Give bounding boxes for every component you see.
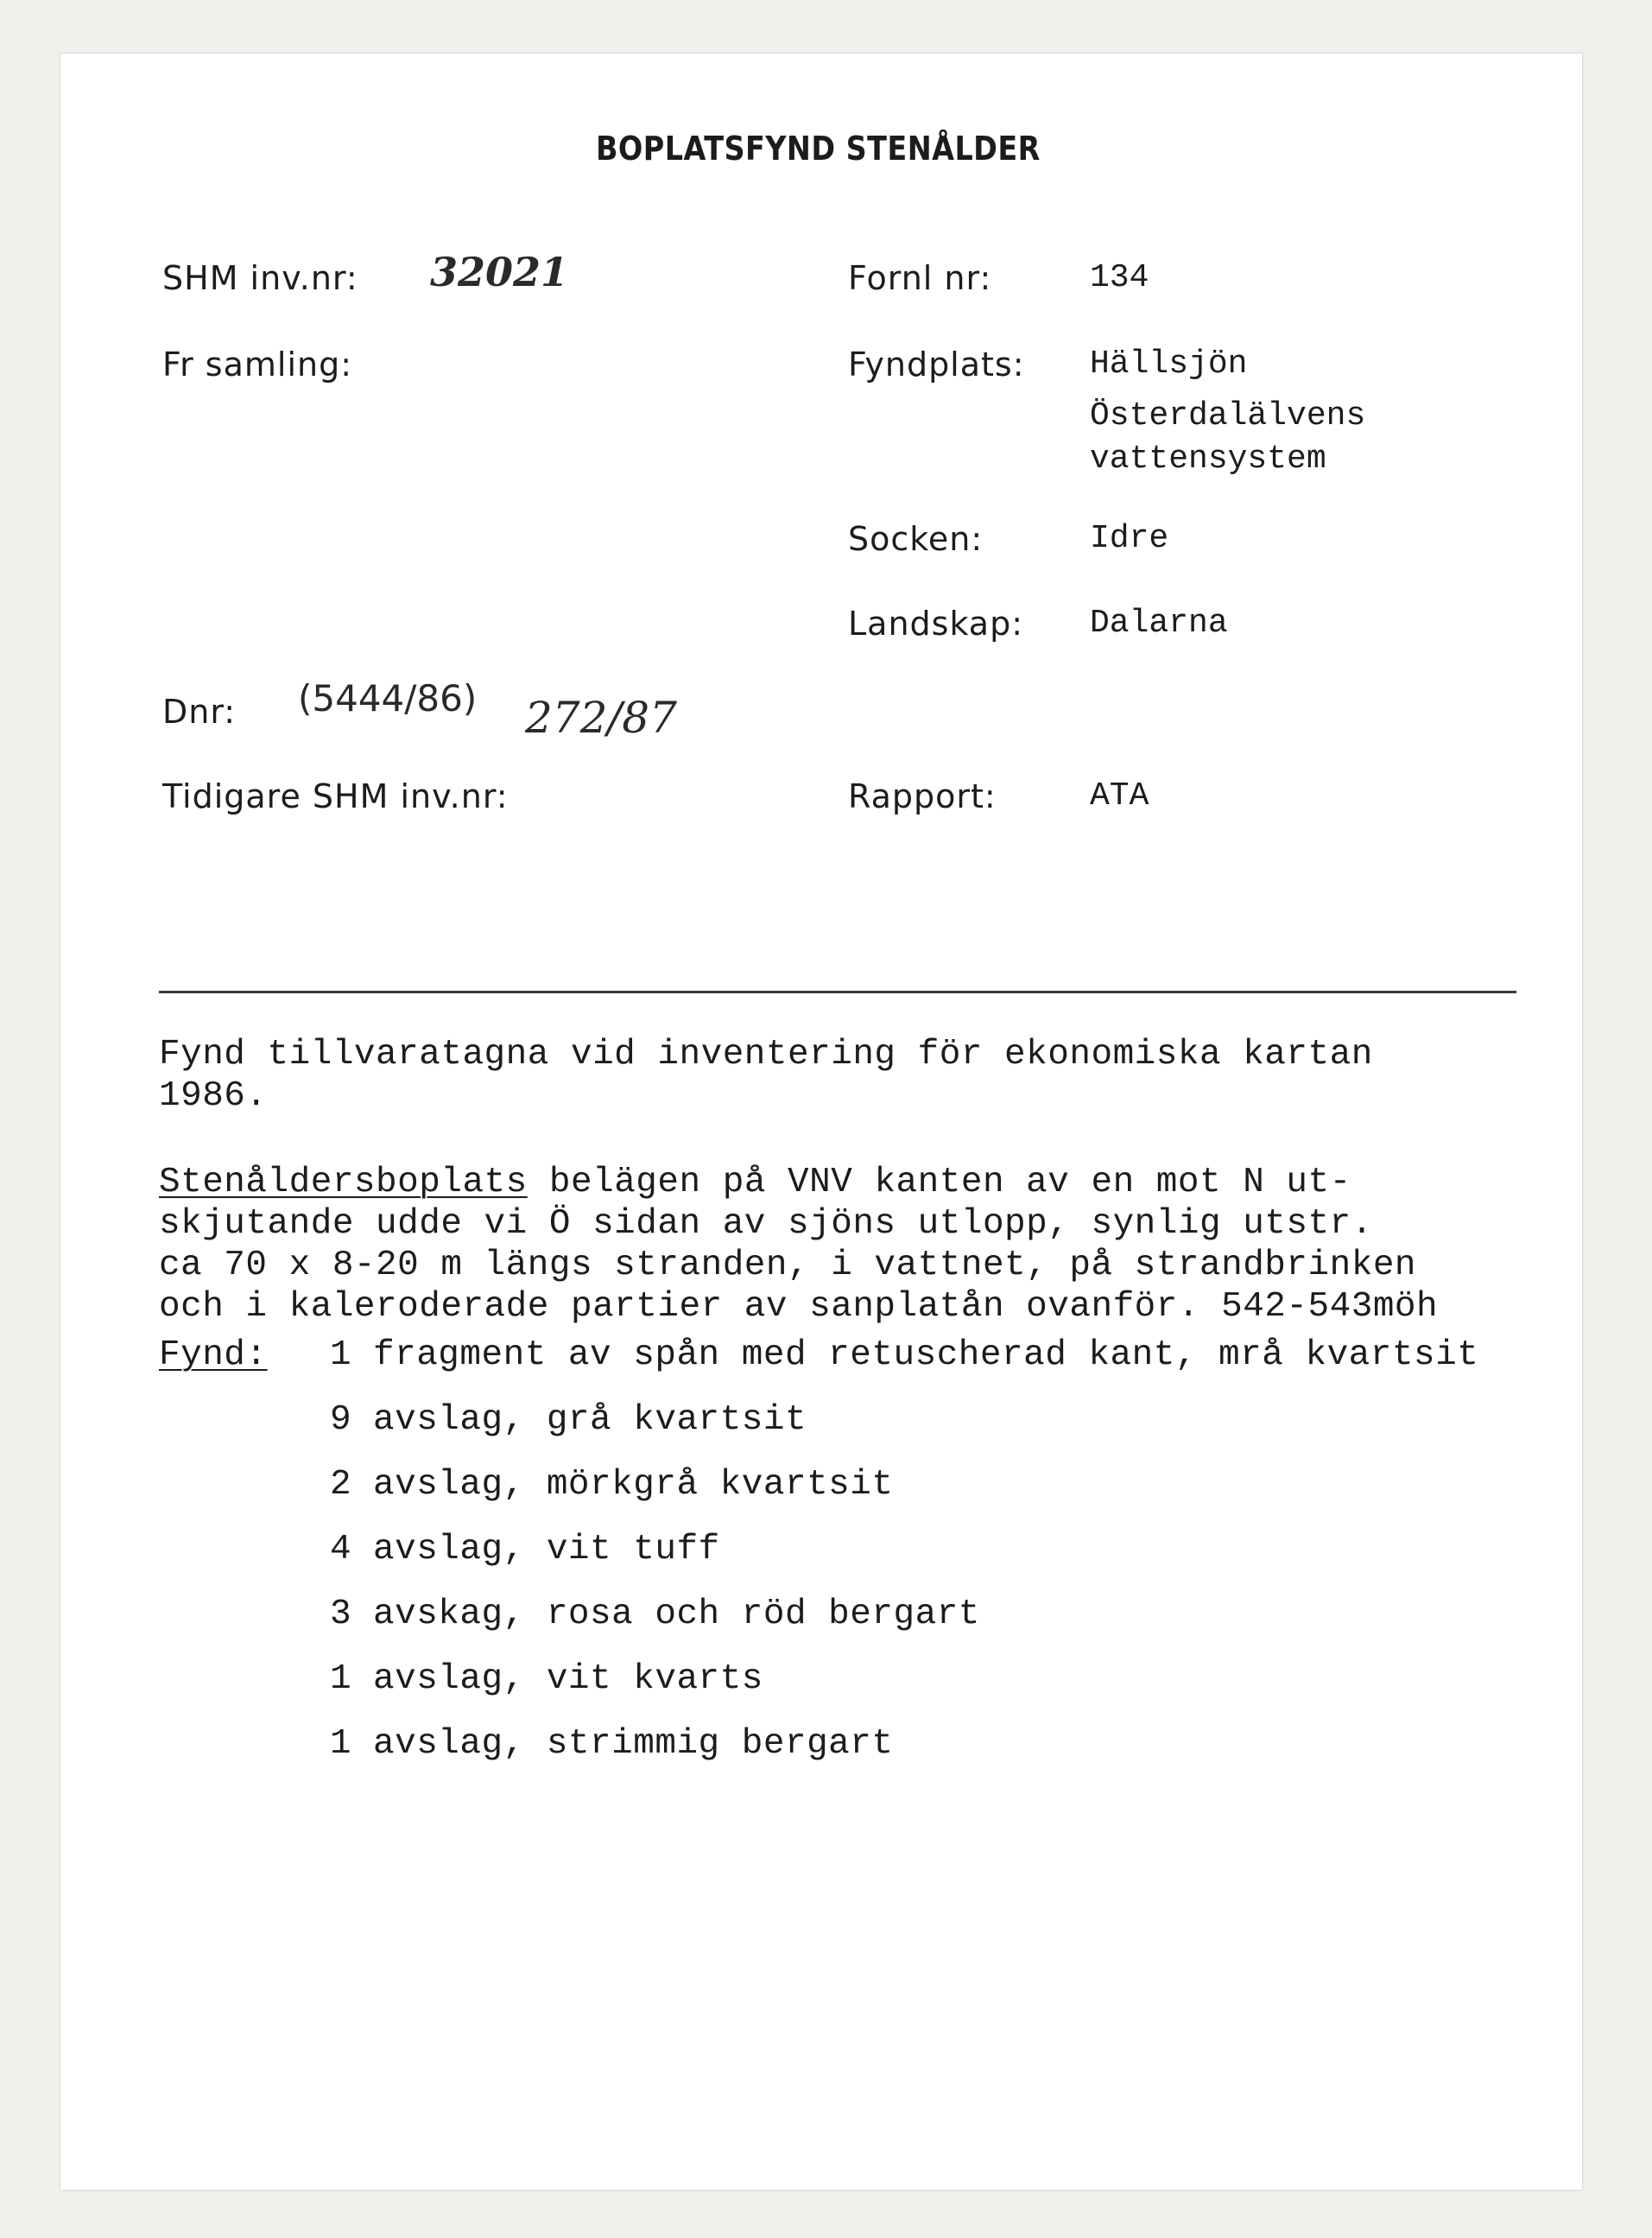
shm-inv-handwritten-value: 32021 <box>430 249 569 295</box>
find-count: 1 <box>330 1335 352 1375</box>
card-title: BOPLATSFYND STENÅLDER <box>596 130 1041 168</box>
site-term: Stenåldersboplats <box>159 1163 528 1202</box>
intro-line-1: Fynd tillvaratagna vid inventering för ekonomiska kartan <box>159 1035 1373 1075</box>
fyndplats-label: Fyndplats: <box>848 346 1025 384</box>
find-item <box>330 1464 1478 1529</box>
find-text: avslag, vit tuff <box>373 1530 720 1569</box>
socken-value: Idre <box>1090 520 1169 557</box>
dnr-handwritten-value: (5444/86) <box>298 677 478 720</box>
dnr-label: Dnr: <box>162 693 237 731</box>
finds-list <box>330 1335 1478 1788</box>
site-line-1-rest: belägen på VNV kanten av en mot N ut- <box>527 1163 1351 1202</box>
find-count: 3 <box>330 1594 352 1634</box>
site-description <box>159 1162 1438 1328</box>
site-line-3: ca 70 x 8-20 m längs stranden, i vattnet, på strandbrinken <box>159 1246 1417 1285</box>
find-text: avslag, grå kvartsit <box>373 1400 807 1440</box>
find-item <box>330 1399 1478 1464</box>
fyndplats-value-line-3: vattensystem <box>1090 441 1326 478</box>
landskap-value: Dalarna <box>1090 605 1228 642</box>
shm-inv-label: SHM inv.nr: <box>162 259 358 297</box>
section-divider <box>159 991 1516 993</box>
finds-label: Fynd: <box>159 1335 268 1375</box>
fornl-label: Fornl nr: <box>848 259 992 297</box>
rapport-label: Rapport: <box>848 777 997 815</box>
find-text: fragment av spån med retuscherad kant, mrå kvartsit <box>373 1335 1479 1375</box>
find-count: 1 <box>330 1724 352 1764</box>
site-line-1 <box>159 1162 1438 1203</box>
site-line-4: och i kaleroderade partier av sanplatån ovanför. 542-543möh <box>159 1287 1439 1327</box>
find-count: 1 <box>330 1659 352 1699</box>
find-item <box>330 1529 1478 1594</box>
find-item <box>330 1594 1478 1658</box>
intro-line-2: 1986. <box>159 1076 268 1116</box>
find-text: avslag, vit kvarts <box>373 1659 763 1699</box>
find-count: 4 <box>330 1530 352 1569</box>
fr-samling-label: Fr samling: <box>162 346 353 384</box>
find-text: avslag, strimmig bergart <box>373 1724 894 1764</box>
find-count: 2 <box>330 1465 352 1505</box>
dnr-handwritten-addition: 272/87 <box>525 693 677 743</box>
site-line-2: skjutande udde vi Ö sidan av sjöns utlopp, synlig utstr. <box>159 1204 1373 1244</box>
landskap-label: Landskap: <box>848 605 1024 643</box>
fornl-value: 134 <box>1090 259 1149 296</box>
find-item <box>330 1658 1478 1723</box>
find-count: 9 <box>330 1400 352 1440</box>
fyndplats-value-line-2: Österdalälvens <box>1090 397 1366 434</box>
intro-paragraph <box>159 1034 1373 1117</box>
find-item <box>330 1723 1478 1788</box>
find-text: avskag, rosa och röd bergart <box>373 1594 980 1634</box>
archive-card <box>60 54 1582 2190</box>
find-item <box>330 1335 1478 1399</box>
find-text: avslag, mörkgrå kvartsit <box>373 1465 894 1505</box>
fyndplats-value-line-1: Hällsjön <box>1090 346 1248 383</box>
socken-label: Socken: <box>848 520 984 558</box>
tidigare-shm-label: Tidigare SHM inv.nr: <box>162 777 509 815</box>
rapport-value: ATA <box>1090 777 1149 815</box>
